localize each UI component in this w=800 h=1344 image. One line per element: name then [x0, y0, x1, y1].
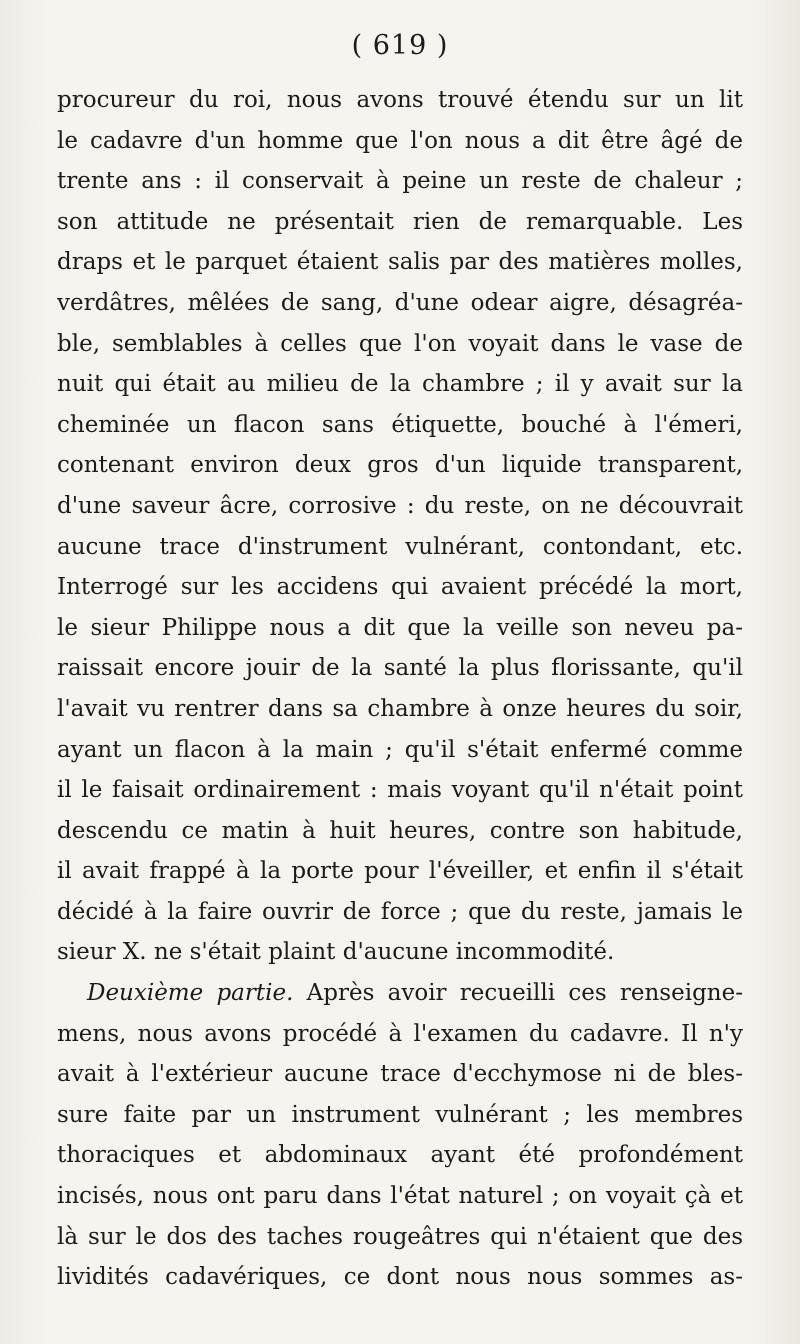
text-line: lividités cadavériques, ce dont nous nous sommes as-	[57, 1264, 743, 1291]
text-line: trente ans : il conservait à peine un reste de chaleur ;	[57, 168, 743, 195]
text-line: sure faite par un instrument vulnérant ; les membres	[57, 1101, 743, 1128]
text-line: Interrogé sur les accidens qui avaient précédé la mort,	[57, 574, 743, 601]
text-line: incisés, nous ont paru dans l'état naturel ; on voyait çà et	[57, 1183, 743, 1210]
text-line: là sur le dos des taches rougeâtres qui n'étaient que des	[57, 1223, 743, 1250]
text-line	[57, 973, 743, 1014]
text-line: cheminée un flacon sans étiquette, bouché à l'émeri,	[57, 411, 743, 438]
text-line: le cadavre d'un homme que l'on nous a dit être âgé de	[57, 127, 743, 154]
text-line: thoraciques et abdominaux ayant été profondément	[57, 1142, 743, 1169]
text-line: ayant un flacon à la main ; qu'il s'était enfermé comme	[57, 736, 743, 763]
text-line: sieur X. ne s'était plaint d'aucune incommodité.	[57, 939, 615, 966]
text-line: avait à l'extérieur aucune trace d'ecchymose ni de bles-	[57, 1061, 743, 1088]
text-line: son attitude ne présentait rien de remarquable. Les	[57, 208, 743, 235]
paragraph-1	[57, 80, 743, 973]
paragraph-2	[57, 973, 743, 1298]
text-line: l'avait vu rentrer dans sa chambre à onze heures du soir,	[57, 695, 743, 722]
text-line: draps et le parquet étaient salis par des matières molles,	[57, 249, 743, 276]
body-text	[57, 80, 743, 1298]
text-line: il avait frappé à la porte pour l'éveiller, et enfin il s'était	[57, 858, 743, 885]
text-line: contenant environ deux gros d'un liquide transparent,	[57, 452, 743, 479]
text-line: descendu ce matin à huit heures, contre son habitude,	[57, 817, 743, 844]
text-line: aucune trace d'instrument vulnérant, contondant, etc.	[57, 533, 743, 560]
text-line: nuit qui était au milieu de la chambre ; il y avait sur la	[57, 371, 743, 398]
text-line: le sieur Philippe nous a dit que la veille son neveu pa-	[57, 614, 743, 641]
text-line: verdâtres, mêlées de sang, d'une odear aigre, désagréa-	[57, 289, 743, 316]
section-heading: Deuxième partie.	[87, 980, 294, 1007]
text-line: mens, nous avons procédé à l'examen du cadavre. Il n'y	[57, 1020, 743, 1047]
text-line: procureur du roi, nous avons trouvé étendu sur un lit	[57, 87, 743, 113]
text-line: décidé à la faire ouvrir de force ; que du reste, jamais le	[57, 898, 743, 925]
text-line: raissait encore jouir de la santé la plus florissante, qu'il	[57, 655, 743, 682]
text-line: ble, semblables à celles que l'on voyait dans le vase de	[57, 330, 743, 357]
text-line: d'une saveur âcre, corrosive : du reste, on ne découvrait	[57, 492, 743, 519]
text-run: Après avoir recueilli ces renseigne-	[293, 980, 743, 1007]
text-line: il le faisait ordinairement : mais voyant qu'il n'était point	[57, 777, 743, 804]
page-number: ( 619 )	[351, 30, 449, 61]
